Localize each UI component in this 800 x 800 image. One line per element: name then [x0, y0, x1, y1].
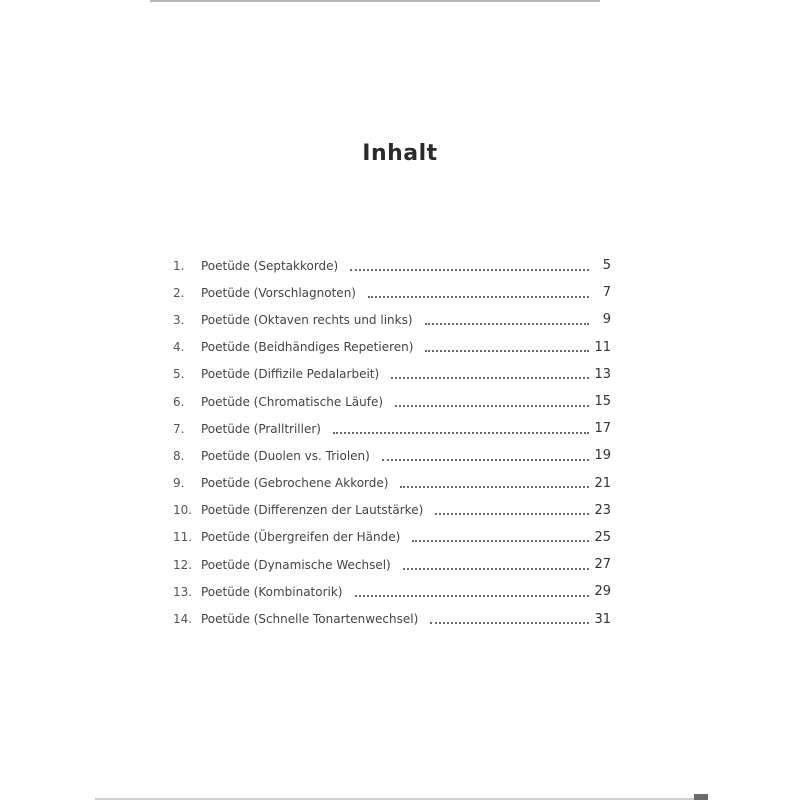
toc-entry-title: Poetüde (Septakkorde) [201, 258, 339, 273]
toc-entry-title: Poetüde (Duolen vs. Triolen) [201, 448, 370, 463]
toc-entry-page-number: 11 [594, 339, 611, 355]
toc-entry [173, 306, 615, 333]
toc-dot-leader [368, 284, 589, 298]
toc-entry-title: Poetüde (Chromatische Läufe) [201, 394, 384, 409]
toc-entry-title: Poetüde (Gebrochene Akkorde) [201, 476, 389, 491]
toc-entry-title: Poetüde (Dynamische Wechsel) [201, 557, 391, 572]
toc-entry-number: 8. [173, 448, 185, 463]
toc-entry [173, 279, 615, 306]
toc-dot-leader [412, 528, 589, 542]
scan-edge-top [150, 0, 600, 2]
toc-entry [173, 470, 615, 497]
toc-entry-number: 14. [173, 612, 193, 627]
toc-entry-number: 12. [173, 557, 193, 572]
toc-dot-leader [435, 501, 589, 515]
toc-entry-number: 5. [173, 367, 185, 382]
toc-entry-number: 11. [173, 530, 193, 545]
toc-entry-page-number: 23 [594, 502, 611, 518]
toc-entry-number: 1. [173, 258, 185, 273]
table-of-contents [173, 252, 615, 633]
toc-entry [173, 442, 615, 469]
toc-entry [173, 361, 615, 388]
toc-dot-leader [395, 393, 589, 407]
toc-entry-page-number: 13 [594, 366, 611, 382]
toc-entry-number: 4. [173, 340, 185, 355]
toc-entry-page-number: 19 [594, 448, 611, 464]
toc-dot-leader [425, 338, 589, 352]
toc-dot-leader [350, 257, 589, 271]
toc-entry-page-number: 27 [594, 557, 611, 573]
toc-entry-title: Poetüde (Schnelle Tonartenwechsel) [201, 612, 419, 627]
toc-entry-page-number: 17 [594, 421, 611, 437]
toc-entry-page-number: 5 [602, 258, 611, 274]
toc-entry-number: 10. [173, 503, 193, 518]
toc-entry [173, 578, 615, 605]
toc-entry-title: Poetüde (Pralltriller) [201, 421, 321, 436]
scan-corner-mark [694, 794, 708, 800]
toc-entry-number: 2. [173, 285, 185, 300]
toc-dot-leader [400, 474, 589, 488]
toc-entry-page-number: 31 [594, 611, 611, 627]
toc-entry-page-number: 7 [602, 285, 611, 301]
toc-entry-page-number: 9 [602, 312, 611, 328]
toc-entry-page-number: 25 [594, 529, 611, 545]
toc-dot-leader [403, 556, 589, 570]
toc-entry-number: 7. [173, 421, 185, 436]
toc-dot-leader [391, 365, 589, 379]
toc-entry-number: 6. [173, 394, 185, 409]
toc-entry-title: Poetüde (Differenzen der Lautstärke) [201, 503, 424, 518]
toc-entry-title: Poetüde (Vorschlagnoten) [201, 285, 356, 300]
toc-entry-title: Poetüde (Diffizile Pedalarbeit) [201, 367, 380, 382]
toc-entry-number: 13. [173, 584, 193, 599]
toc-dot-leader [425, 311, 589, 325]
toc-entry-page-number: 15 [594, 394, 611, 410]
toc-entry-title: Poetüde (Beidhändiges Repetieren) [201, 340, 414, 355]
toc-entry-title: Poetüde (Kombinatorik) [201, 584, 343, 599]
toc-entry [173, 524, 615, 551]
toc-entry-page-number: 21 [594, 475, 611, 491]
toc-entry [173, 605, 615, 632]
toc-entry [173, 497, 615, 524]
toc-entry-title: Poetüde (Oktaven rechts und links) [201, 312, 413, 327]
toc-entry [173, 252, 615, 279]
toc-dot-leader [430, 610, 589, 624]
toc-dot-leader [333, 420, 589, 434]
toc-entry [173, 388, 615, 415]
toc-entry [173, 551, 615, 578]
toc-entry-title: Poetüde (Übergreifen der Hände) [201, 530, 401, 545]
page-title: Inhalt [362, 140, 438, 166]
toc-dot-leader [382, 447, 589, 461]
toc-entry [173, 415, 615, 442]
toc-entry-number: 9. [173, 476, 185, 491]
toc-entry-page-number: 29 [594, 584, 611, 600]
toc-entry [173, 334, 615, 361]
toc-dot-leader [355, 583, 590, 597]
toc-entry-number: 3. [173, 312, 185, 327]
